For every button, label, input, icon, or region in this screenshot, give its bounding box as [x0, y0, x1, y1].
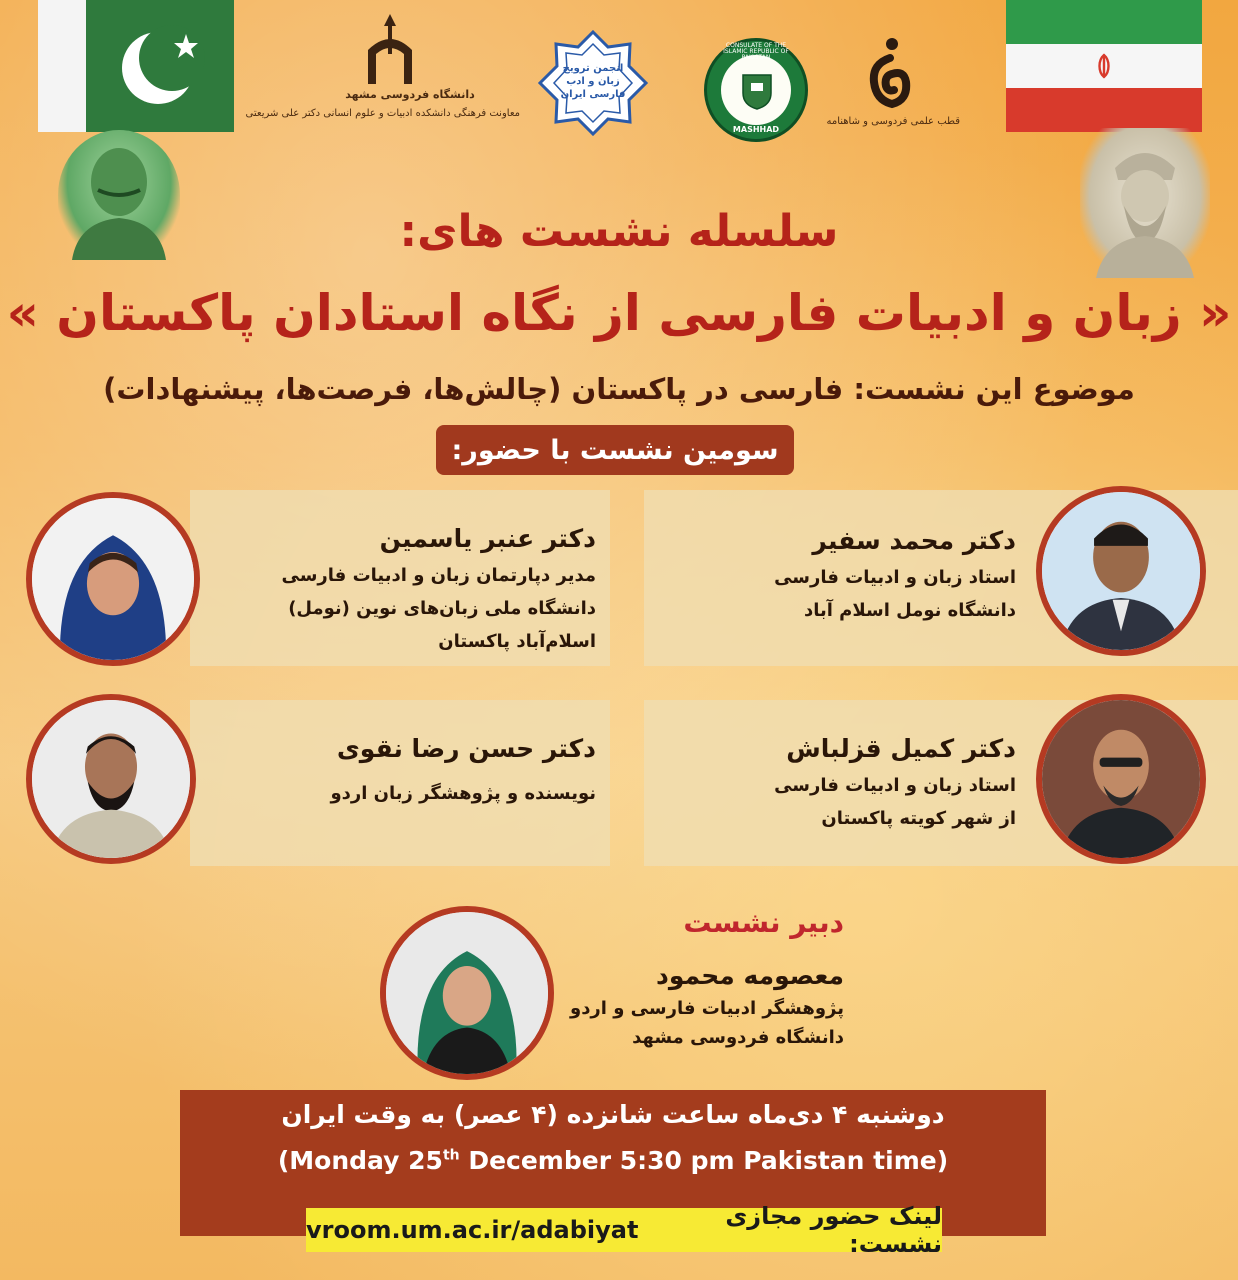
- person-avatar-icon: [32, 498, 194, 660]
- link-label: لینک حضور مجازی نشست:: [725, 1202, 942, 1258]
- series-title: سلسله نشست های:: [399, 206, 839, 257]
- speaker-card: [190, 490, 610, 666]
- session-topic: موضوع این نشست: فارسی در پاکستان (چالش‌ها، فرصت‌ها، پیشنهادات): [103, 372, 1135, 406]
- schedule-en: [180, 1146, 1046, 1175]
- speaker-name: دکتر حسن رضا نقوی: [336, 734, 596, 763]
- speaker-title: مدیر دپارتمان زبان و ادبیات فارسی: [281, 565, 596, 586]
- moderator-title: پژوهشگر ادبیات فارسی و اردو: [570, 998, 844, 1019]
- link-url[interactable]: vroom.um.ac.ir/adabiyat: [306, 1216, 639, 1244]
- shahnameh-logo: [862, 30, 918, 110]
- speaker-title: نویسنده و پژوهشگر زبان اردو: [330, 783, 596, 804]
- moderator-name: معصومه محمود: [655, 961, 844, 990]
- shield-icon: [739, 71, 775, 111]
- person-avatar-icon: [32, 700, 190, 858]
- faculty-caption: معاونت فرهنگی دانشکده ادبیات و علوم انسانی دکتر علی شریعتی: [245, 108, 520, 119]
- consulate-city: MASHHAD: [732, 125, 780, 134]
- speaker-photo: [1036, 486, 1206, 656]
- person-avatar-icon: [1042, 700, 1200, 858]
- moderator-block: [560, 906, 844, 1048]
- moderator-heading: دبیر نشست: [683, 906, 844, 939]
- speaker-title: استاد زبان و ادبیات فارسی: [774, 567, 1016, 588]
- pen-tower-icon: [362, 10, 418, 90]
- person-avatar-icon: [1042, 492, 1200, 650]
- speaker-name: دکتر عنبر یاسمین: [379, 524, 596, 553]
- speaker-name: دکتر محمد سفیر: [812, 526, 1016, 555]
- speaker-location: اسلام‌آباد پاکستان: [438, 631, 596, 652]
- crescent-star-icon: [86, 0, 234, 132]
- ferdowsi-caption: دانشگاه فردوسی مشهد: [345, 88, 475, 101]
- schedule-fa: دوشنبه ۴ دی‌ماه ساعت شانزده (۴ عصر) به وقت ایران: [281, 1100, 945, 1129]
- moderator-affiliation: دانشگاه فردوسی مشهد: [632, 1027, 844, 1048]
- ferdowsi-university-logo: [362, 10, 418, 90]
- ferdowsi-letter-icon: [862, 30, 918, 110]
- moderator-photo: [380, 906, 554, 1080]
- schedule-en-suffix: December 5:30 pm Pakistan time): [459, 1146, 949, 1175]
- series-subtitle: « زبان و ادبیات فارسی از نگاه استادان پاکستان »: [6, 284, 1232, 342]
- speaker-affiliation: از شهر کویته پاکستان: [821, 808, 1016, 829]
- session-badge: سومین نشست با حضور:: [436, 425, 794, 475]
- iran-flag: [1006, 0, 1202, 132]
- virtual-link-bar: [306, 1202, 942, 1258]
- pakistan-flag: [38, 0, 234, 132]
- speaker-photo: [26, 694, 196, 864]
- society-caption: انجمن ترویج زبان و ادب فارسی ایران: [560, 63, 626, 100]
- speaker-title: استاد زبان و ادبیات فارسی: [774, 775, 1016, 796]
- shahnameh-caption: قطب علمی فردوسی و شاهنامه: [826, 116, 960, 127]
- consulate-seal: [704, 38, 808, 142]
- speaker-photo: [26, 492, 200, 666]
- iran-emblem-icon: [1090, 52, 1118, 80]
- speaker-affiliation: دانشگاه ملی زبان‌های نوین (نومل): [288, 598, 596, 619]
- schedule-en-sup: th: [442, 1147, 460, 1164]
- consulate-text: CONSULATE OF THE ISLAMIC REPUBLIC OF PAKISTAN: [723, 42, 789, 61]
- speaker-photo: [1036, 694, 1206, 864]
- schedule-en-prefix: (Monday 25: [277, 1146, 443, 1175]
- person-avatar-icon: [386, 912, 548, 1074]
- speaker-affiliation: دانشگاه نومل اسلام آباد: [803, 600, 1016, 621]
- speaker-card: [190, 700, 610, 866]
- speaker-name: دکتر کمیل قزلباش: [786, 734, 1016, 763]
